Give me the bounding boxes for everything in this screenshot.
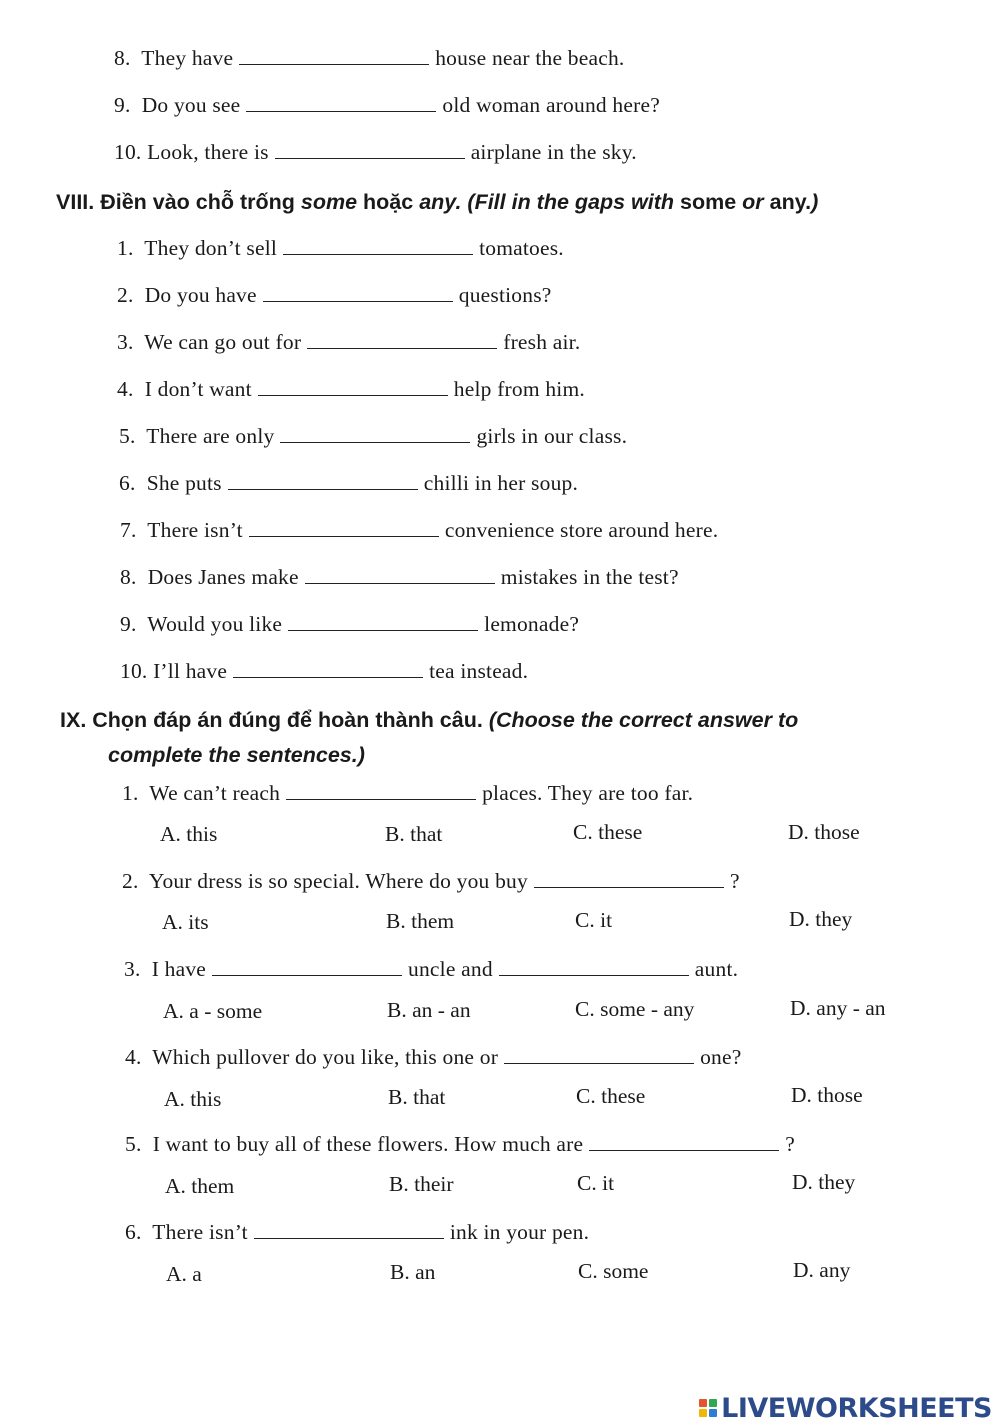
s9-q1-option-d[interactable]: D. those xyxy=(788,820,860,844)
s8-item-1: 1. They don’t sell tomatoes. xyxy=(117,236,564,260)
answer-blank[interactable] xyxy=(305,565,495,584)
s9-q2-option-b[interactable]: B. them xyxy=(386,909,455,933)
answer-blank[interactable] xyxy=(246,93,436,112)
answer-blank[interactable] xyxy=(249,518,439,537)
answer-blank[interactable] xyxy=(283,236,473,255)
section-9-heading: IX. Chọn đáp án đúng để hoàn thành câu. (Choose the correct answer to xyxy=(60,708,799,732)
s7-item-9: 9. Do you see old woman around here? xyxy=(114,93,660,117)
s9-q4-option-a[interactable]: A. this xyxy=(164,1087,222,1111)
s9-question-5: 5. I want to buy all of these flowers. How much are ? xyxy=(125,1132,795,1156)
answer-blank[interactable] xyxy=(280,424,470,443)
s8-item-3: 3. We can go out for fresh air. xyxy=(117,330,581,354)
s9-q4-option-b[interactable]: B. that xyxy=(388,1085,446,1109)
answer-blank[interactable] xyxy=(504,1045,694,1064)
answer-blank[interactable] xyxy=(307,330,497,349)
answer-blank[interactable] xyxy=(258,377,448,396)
s7-item-8: 8. They have house near the beach. xyxy=(114,46,625,70)
answer-blank[interactable] xyxy=(228,471,418,490)
s8-item-2: 2. Do you have questions? xyxy=(117,283,552,307)
logo-grid-icon xyxy=(699,1399,717,1417)
s9-question-3: 3. I have uncle and aunt. xyxy=(124,957,739,981)
s9-q3-option-c[interactable]: C. some - any xyxy=(575,997,695,1021)
answer-blank[interactable] xyxy=(275,140,465,159)
s8-item-7: 7. There isn’t convenience store around here. xyxy=(120,518,719,542)
answer-blank[interactable] xyxy=(286,781,476,800)
s9-q3-option-a[interactable]: A. a - some xyxy=(163,999,263,1023)
answer-blank[interactable] xyxy=(263,283,453,302)
s8-item-8: 8. Does Janes make mistakes in the test? xyxy=(120,565,679,589)
s9-q1-option-c[interactable]: C. these xyxy=(573,820,643,844)
answer-blank[interactable] xyxy=(212,957,402,976)
s9-q6-option-d[interactable]: D. any xyxy=(793,1258,851,1282)
answer-blank[interactable] xyxy=(233,659,423,678)
s9-question-6: 6. There isn’t ink in your pen. xyxy=(125,1220,590,1244)
answer-blank[interactable] xyxy=(534,869,724,888)
s8-item-6: 6. She puts chilli in her soup. xyxy=(119,471,579,495)
s9-q1-option-b[interactable]: B. that xyxy=(385,822,443,846)
s9-q3-option-d[interactable]: D. any - an xyxy=(790,996,886,1020)
s9-q2-option-d[interactable]: D. they xyxy=(789,907,853,931)
answer-blank[interactable] xyxy=(499,957,689,976)
s9-q5-option-a[interactable]: A. them xyxy=(165,1174,235,1198)
s9-q1-option-a[interactable]: A. this xyxy=(160,822,218,846)
answer-blank[interactable] xyxy=(239,46,429,65)
s8-item-5: 5. There are only girls in our class. xyxy=(119,424,628,448)
section-9-heading-cont: complete the sentences.) xyxy=(108,743,365,767)
s9-q6-option-c[interactable]: C. some xyxy=(578,1259,649,1283)
s9-q6-option-a[interactable]: A. a xyxy=(166,1262,202,1286)
s9-q2-option-c[interactable]: C. it xyxy=(575,908,613,932)
s9-q5-option-b[interactable]: B. their xyxy=(389,1172,454,1196)
s9-q4-option-c[interactable]: C. these xyxy=(576,1084,646,1108)
s9-q4-option-d[interactable]: D. those xyxy=(791,1083,863,1107)
s9-q2-option-a[interactable]: A. its xyxy=(162,910,209,934)
s9-q5-option-c[interactable]: C. it xyxy=(577,1171,615,1195)
answer-blank[interactable] xyxy=(288,612,478,631)
s9-question-4: 4. Which pullover do you like, this one or one? xyxy=(125,1045,742,1069)
s8-item-9: 9. Would you like lemonade? xyxy=(120,612,580,636)
s9-q3-option-b[interactable]: B. an - an xyxy=(387,998,471,1022)
answer-blank[interactable] xyxy=(589,1132,779,1151)
s9-question-1: 1. We can’t reach places. They are too far. xyxy=(122,781,694,805)
liveworksheets-logo[interactable] xyxy=(699,1393,992,1423)
section-8-heading: VIII. Điền vào chỗ trống some hoặc any. (Fill in the gaps with some or any.) xyxy=(56,190,819,214)
s8-item-4: 4. I don’t want help from him. xyxy=(117,377,585,401)
s8-item-10: 10. I’ll have tea instead. xyxy=(120,659,529,683)
s9-q6-option-b[interactable]: B. an xyxy=(390,1260,436,1284)
answer-blank[interactable] xyxy=(254,1220,444,1239)
s7-item-10: 10. Look, there is airplane in the sky. xyxy=(114,140,637,164)
s9-q5-option-d[interactable]: D. they xyxy=(792,1170,856,1194)
s9-question-2: 2. Your dress is so special. Where do you buy ? xyxy=(122,869,740,893)
logo-text: LIVEWORKSHEETS xyxy=(721,1392,992,1424)
